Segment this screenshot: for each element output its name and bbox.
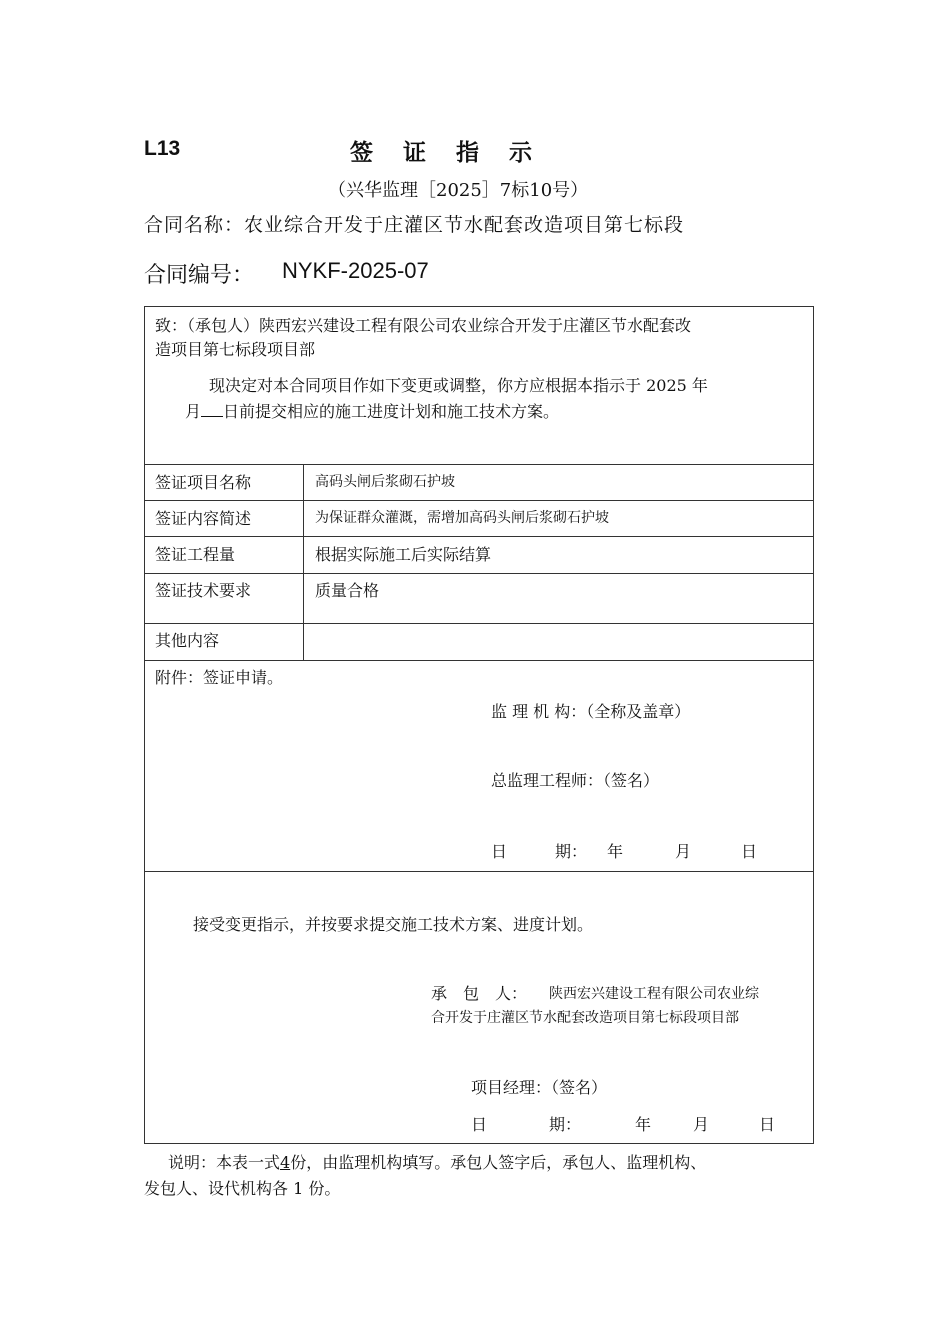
notice-body-line-1: 现决定对本合同项目作如下变更或调整，你方应根据本指示于 2025 年	[209, 376, 708, 395]
divider	[145, 500, 813, 501]
divider	[145, 573, 813, 574]
document-number: （兴华监理［2025］7标10号）	[328, 180, 589, 201]
page-title: 签证指示	[350, 139, 562, 166]
divider	[145, 623, 813, 624]
contract-number-value: NYKF-2025-07	[282, 258, 429, 283]
supervisor-date-day: 日	[741, 842, 758, 861]
project-manager-signature: 项目经理：（签名）	[471, 1078, 608, 1097]
contractor-date-period-label: 期：	[549, 1115, 582, 1134]
notice-body-line-2-text: 日前提交相应的施工进度计划和施工技术方案。	[223, 402, 560, 421]
footnote-line-1	[168, 1150, 706, 1173]
contractor-date-day-label: 日	[471, 1115, 488, 1134]
copies-count: 4	[280, 1153, 291, 1172]
contractor-date-month: 月	[693, 1115, 710, 1134]
contractor-line-1: 陕西宏兴建设工程有限公司农业综	[549, 986, 759, 1002]
supervisor-date-year: 年	[607, 842, 624, 861]
row-label-tech-requirements: 签证技术要求	[155, 581, 252, 600]
supervisor-organization: 监 理 机 构：（全称及盖章）	[491, 702, 691, 721]
footnote-line-2: 发包人、设代机构各 1 份。	[144, 1179, 341, 1198]
column-divider	[303, 464, 304, 660]
row-label-project-name: 签证项目名称	[155, 473, 252, 492]
divider	[145, 871, 813, 872]
day-blank	[201, 402, 223, 417]
footnote-text-a: 说明：本表一式	[168, 1153, 281, 1172]
row-value-quantity: 根据实际施工后实际结算	[315, 545, 492, 564]
supervisor-date-period-label: 期：	[555, 842, 588, 861]
row-value-tech-requirements: 质量合格	[315, 581, 380, 600]
contractor-line-2: 合开发于庄灌区节水配套改造项目第七标段项目部	[431, 1010, 739, 1026]
contractor-date-year: 年	[635, 1115, 652, 1134]
divider	[145, 660, 813, 661]
notice-body-line-2	[185, 399, 559, 422]
contract-name: 合同名称：农业综合开发于庄灌区节水配套改造项目第七标段	[144, 214, 685, 236]
contractor-label: 承 包 人：	[431, 984, 528, 1003]
divider	[145, 536, 813, 537]
supervisor-date-day-label: 日	[491, 842, 508, 861]
row-label-content-summary: 签证内容简述	[155, 509, 252, 528]
month-label: 月	[185, 402, 202, 421]
recipient-line-1: 致：（承包人）陕西宏兴建设工程有限公司农业综合开发于庄灌区节水配套改	[155, 316, 692, 335]
row-label-quantity: 签证工程量	[155, 545, 236, 564]
acceptance-text: 接受变更指示，并按要求提交施工技术方案、进度计划。	[193, 915, 594, 934]
footnote-text-b: 份，由监理机构填写。承包人签字后，承包人、监理机构、	[290, 1153, 707, 1172]
row-label-other: 其他内容	[155, 631, 220, 650]
form-code: L13	[144, 137, 181, 160]
chief-engineer-signature: 总监理工程师：（签名）	[491, 771, 660, 790]
row-value-project-name: 高码头闸后浆砌石护坡	[315, 474, 455, 490]
contractor-date-day: 日	[759, 1115, 776, 1134]
attachment-label: 附件：签证申请。	[155, 668, 284, 687]
divider	[145, 464, 813, 465]
visa-instruction-form	[144, 306, 814, 1144]
row-value-content-summary: 为保证群众灌溉，需增加高码头闸后浆砌石护坡	[315, 510, 609, 526]
recipient-line-2: 造项目第七标段项目部	[155, 340, 316, 359]
supervisor-date-month: 月	[675, 842, 692, 861]
contract-number-label: 合同编号：	[144, 263, 255, 288]
